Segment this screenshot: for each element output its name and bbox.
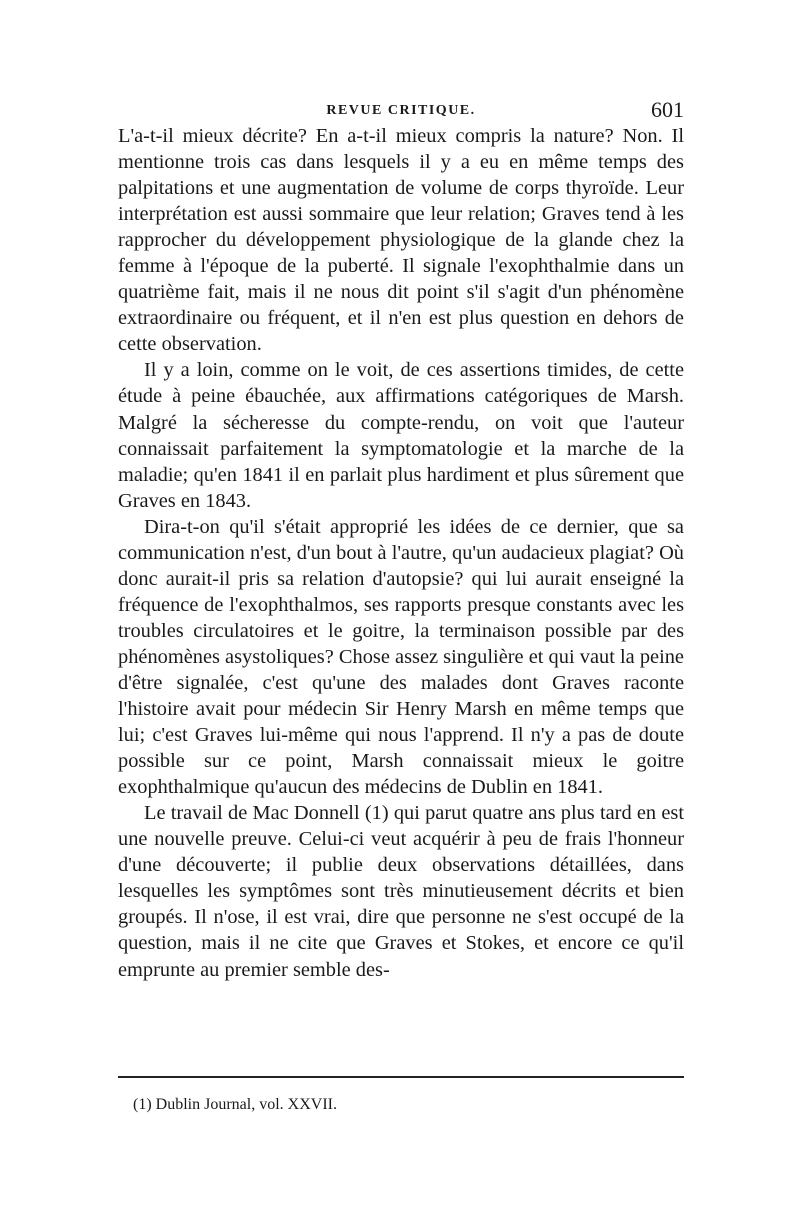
paragraph: Le travail de Mac Donnell (1) qui parut quatre ans plus tard en est une nouvelle preuve. Celui-ci veut acquérir à peu de frais l'honneur d'une découverte; il publie deux observations détaillées, dans lesquelles les symptômes sont très minutieusement décrits et bien groupés. Il n'ose, il est vrai, dire que personne ne s'est occupé de la question, mais il ne cite que Graves et Stokes, et encore ce qu'il emprunte au premier semble des-: [118, 802, 684, 981]
page-number: 601: [651, 97, 684, 122]
footnote-divider: [118, 1076, 684, 1078]
paragraph: Il y a loin, comme on le voit, de ces assertions timides, de cette étude à peine ébauchée, aux affirmations catégoriques de Marsh. Malgré la sécheresse du compte-rendu, on voit que l'auteur connaissait parfaitement la symptomatologie et la marche de la maladie; qu'en 1841 il en parlait plus hardiment et plus sûrement que Graves en 1843.: [118, 359, 684, 512]
paragraph: L'a-t-il mieux décrite? En a-t-il mieux compris la nature? Non. Il mentionne trois cas dans lesquels il y a eu en même temps des palpitations et une augmentation de volume de corps thyroïde. Leur interprétation est aussi sommaire que leur relation; Graves tend à les rapprocher du développement physiologique de la glande chez la femme à l'époque de la puberté. Il signale l'exophthalmie dans un quatrième fait, mais il ne nous dit point s'il s'agit d'un phénomène extraordinaire ou fréquent, et il n'en est plus question en dehors de cette observation.: [118, 125, 684, 356]
paragraph: Dira-t-on qu'il s'était approprié les idées de ce dernier, que sa communication n'est, d'un bout à l'autre, qu'un audacieux plagiat? Où donc aurait-il pris sa relation d'autopsie? qui lui aurait enseigné la fréquence de l'exophthalmos, ses rapports presque constants avec les troubles circulatoires et le goitre, la terminaison possible par des phénomènes asystoliques? Chose assez singulière et qui vaut la peine d'être signalée, c'est qu'une des malades dont Graves raconte l'histoire avait pour médecin Sir Henry Marsh en même temps que lui; c'est Graves lui-même qui nous l'apprend. Il n'y a pas de doute possible sur ce point, Marsh connaissait mieux le goitre exophthalmique qu'aucun des médecins de Dublin en 1841.: [118, 515, 684, 799]
body-text: [118, 123, 684, 983]
running-head: [118, 97, 684, 123]
footnote: (1) Dublin Journal, vol. XXVII.: [133, 1096, 337, 1113]
running-title: REVUE CRITIQUE.: [326, 103, 476, 118]
